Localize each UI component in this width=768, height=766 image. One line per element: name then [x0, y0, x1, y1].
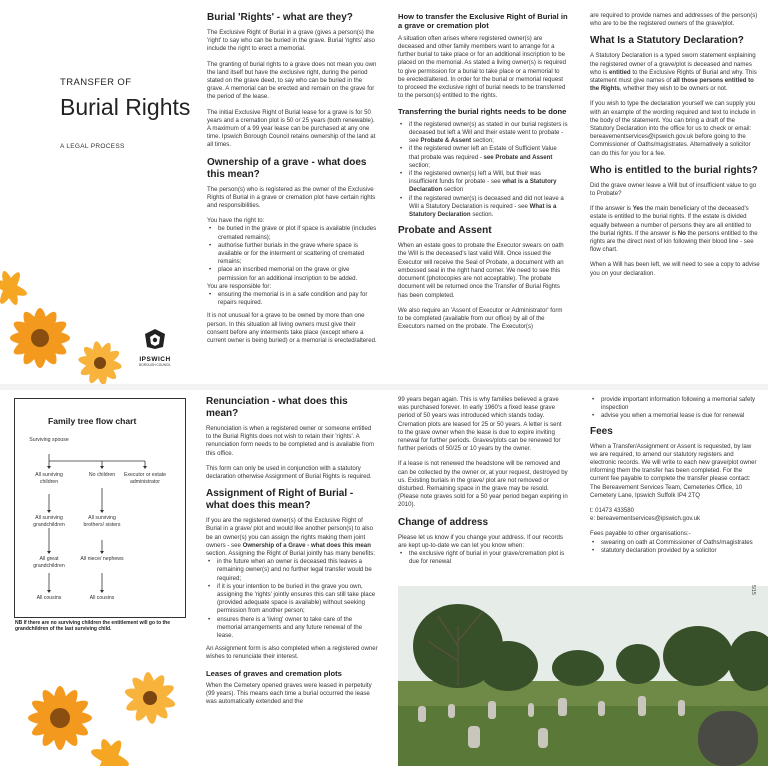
paragraph: It is not unusual for a grave to be owned by more than one person. In this situation all living owners must give their consent before any interments take place (except where a current owner is being buried) or a memorial is erected/altered.: [207, 312, 377, 345]
heading-statutory: What Is a Statutory Declaration?: [590, 35, 744, 47]
logo-text: IPSWICH: [139, 356, 171, 363]
node-all-children: All surviving children: [35, 472, 63, 485]
assign-list: [206, 558, 378, 640]
paragraph: If you are the registered owner(s) of the Exclusive Right of Burial in a grave/ plot and would like another person(s) to also be an owner(s) you can assign the rights making them joint owners - see Ownership of a Grave - what does this mean section. Assigning the Right of Burial jointly has many benefits:: [206, 517, 376, 558]
paragraph: The Exclusive Right of Burial in a grave (gives a person(s) the 'right' to say who can be buried in the grave. Burial 'rights' also include the right to erect a memorial.: [207, 29, 375, 53]
paragraph: When a Will has been left, we will need to see a copy to advise you on your declaration.: [590, 261, 760, 277]
cover-subtitle: A LEGAL PROCESS: [60, 143, 125, 150]
paragraph: This form can only be used in conjunction with a statutory declaration otherwise Assignment of Burial Rights is required.: [206, 464, 372, 481]
paragraph: If you wish to type the declaration yourself we can supply you with an example of the wording required and text to include in the body of the statement. You can bring a draft of the Statutory Declaration into the office for us to check or email: bereavementservices@ipswich.gov.uk before going to the Commissioner of Oaths/magistrates. Alternatively a solicitor can do this for you for a fee.: [590, 100, 756, 157]
list-item: • provide important information following a memorial safety inspection: [590, 396, 760, 412]
heading-burial-rights: Burial 'Rights' - what are they?: [207, 12, 353, 23]
transfer-list: [398, 121, 568, 219]
node-surviving-spouse: Surviving spouse: [29, 437, 69, 443]
column-burial-rights: [207, 12, 377, 384]
list-item: • statutory declaration provided by a solicitor: [590, 547, 760, 555]
flow-chart-note: NB If there are no surviving children the entitlement will go to the grandchildren of the last surviving child.: [15, 620, 171, 633]
reference-code: 5/15: [750, 585, 756, 595]
paragraph: When a Transfer/Assignment or Assent is requested, by law we are required, to amend our statutory registers and electronic records. We will write to each new grave/plot owner informing them the transfer has been completed. For the current fee payable to complete the transfer please contact:: [590, 442, 757, 483]
list-item: • if the registered owner(s) as stated in our burial registers is deceased but left a Will and their estate went to probate - see Probate & Assent section;: [398, 121, 568, 146]
node-cousins-left: All cousins: [36, 595, 62, 601]
paragraph: If the answer is Yes the main beneficiary of the deceased's estate is entitled to the burial rights. If the estate is divided equally between a number of persons they are all entitled to the burial rights. If the answer is No the persons entitled to the rights are the direct next of kin following their blood line - see flow chart.: [590, 205, 758, 254]
cemetery-photo: [398, 586, 768, 766]
heading-ownership: Ownership of a grave - what does this mean?: [207, 156, 367, 180]
node-nieces: All niece/ nephews: [80, 556, 124, 562]
paragraph: The person(s) who is registered as the owner of the Exclusive Rights of Burial in a grave or cremation plot have certain rights and responsibilities.: [207, 185, 376, 210]
node-executor: Executor or estate administrator: [123, 472, 167, 485]
flow-chart-connectors: [0, 0, 200, 640]
rights-list: [207, 225, 377, 282]
paragraph: The granting of burial rights to a grave does not mean you own the land itself but have the exclusive right, during the period stated on the grave deed, to say who can be buried in the grave. A memorial can be erected and remain on the grave for the period of the lease.: [207, 60, 377, 101]
node-cousins-right: All cousins: [89, 595, 115, 601]
fees-list: [590, 539, 760, 555]
paragraph: Did the grave owner leave a Will but of insufficient value to go to Probate?: [590, 181, 757, 198]
column-leases-cont: [398, 396, 568, 586]
column-transfer: [398, 12, 568, 384]
heading-fees: Fees: [590, 425, 613, 437]
paragraph: We also require an 'Assent of Executor or Administrator' form to be completed (available from our office) by all of the Executors named on the probate. The Executor(s): [398, 306, 563, 331]
list-item: • advise you when a memorial lease is due for renewal: [590, 412, 760, 420]
flow-chart-title: Family tree flow chart: [48, 416, 137, 426]
cover-small-title: TRANSFER OF: [60, 77, 132, 88]
node-grandchildren: All surviving grandchildren: [33, 515, 65, 528]
paragraph: You have the right to:: [207, 217, 265, 225]
responsible-list: [207, 291, 377, 307]
email-text: e: bereavementservices@ipswich.gov.uk: [590, 515, 701, 523]
node-siblings: All surviving brothers/ sisters: [83, 515, 121, 528]
list-item: • if the registered owner(s) left a Will, but their was insufficient funds for probate - see what is a Statutory Declaration section: [398, 170, 568, 195]
list-item: • authorise further burials in the grave where space is available or for the interment or scattering of cremated remains;: [207, 242, 377, 267]
heading-change-of-address: Change of address: [398, 516, 489, 528]
heading-assignment: Assignment of Right of Burial - what does this mean?: [206, 488, 354, 512]
column-statutory: [590, 12, 760, 384]
node-great-grandchildren: All great grandchildren: [33, 556, 65, 569]
list-item: • be buried in the grave or plot if space is available (includes cremated remains);: [207, 225, 377, 241]
heading-transfer-done: Transferring the burial rights needs to be done: [398, 107, 567, 117]
paragraph: The Bereavement Services Team, Cemeteries Office, 10 Cemetery Lane, Ipswich Suffolk IP4 2TQ: [590, 483, 743, 499]
paragraph: When an estate goes to probate the Executor swears on oath the Will is the deceased's last valid Will. Once issued the Executor will receive the Seal of Probate, a document with an embossed seal in the right hand corner. We need to see this document (photocopies are not acceptable). The probate document will be returned once the Transfer of Burial Rights has been completed.: [398, 242, 564, 299]
address-list: [398, 550, 568, 566]
paragraph: You are responsible for:: [207, 282, 272, 290]
column-renunciation: [206, 396, 378, 766]
paragraph: 99 years began again. This is why families believed a grave was purchased forever. In early 1960's a fixed lease grave period of 50 years was introduced which stands today. Cremation plots are leased for 25 or 50 years. A letter is sent to the grave owner when the lease is due to expire inviting renewal for further periods. Graves/plots can be renewed for further periods of 50/25 or 10 years by the owner.: [398, 396, 562, 453]
paragraph: If a lease is not renewed the headstone will be removed and can be collected by the owner or, at your request, destroyed by us. Existing burials in the grave/ plot are not removed or disturbed. Remaining space in the grave may be resold. (Please note graves sold for a 50 year period began expiring in 2010).: [398, 460, 568, 509]
paragraph: Fees payable to other organisations:-: [590, 530, 691, 538]
list-item: • if the registered owner left an Estate of Sufficient Value that probate was required - see Probate and Assent section;: [398, 145, 568, 170]
cover-title: Burial Rights: [60, 94, 191, 120]
paragraph: An Assignment form is also completed when a registered owner wishes to renunciate their interest.: [206, 645, 378, 661]
flower-illustration: [0, 648, 196, 766]
list-item: • ensuring the memorial is in a safe condition and pay for repairs required.: [207, 291, 377, 307]
list-item: • if it is your intention to be buried in the grave you own, assigning the 'rights' jointly ensures this can still take place (provided adequate space is available) without seeking permission from another person;: [206, 583, 378, 616]
heading-entitled: Who is entitled to the burial rights?: [590, 164, 758, 176]
paragraph: The initial Exclusive Right of Burial lease for a grave is for 50 years and a cremation plot is 50 or 25 years (both renewable). A maximum of a 99 year lease can be purchased at any one time. Ipswich Borough Council retains ownership of the land at all times.: [207, 108, 376, 149]
node-no-children: No children: [88, 472, 116, 478]
column-fees: [590, 396, 760, 586]
heading-leases: Leases of graves and cremation plots: [206, 668, 342, 678]
paragraph: Please let us know if you change your address. If our records are kept up-to-date we can let you know when:: [398, 533, 563, 549]
paragraph: A Statutory Declaration is a typed sworn statement explaining the registered owner of a grave/plot is deceased and names who is entitled to the Exclusive Rights of Burial and why. This statement must give names of all those persons entitled to the Rights, whether they wish to be owners or not.: [590, 52, 757, 93]
paragraph: are required to provide names and addresses of the person(s) who are to be the registered owners of the grave/plot.: [590, 12, 758, 28]
notify-list: [590, 396, 760, 421]
list-item: • the exclusive right of burial in your grave/cremation plot is due for renewal: [398, 550, 568, 566]
list-item: • swearing on oath at Commissioner of Oaths/magistrates: [590, 539, 760, 547]
paragraph: A situation often arises where registered owner(s) are deceased and other family members want to arrange for a further burial to take place or for an additional inscription to be placed on the memorial. As stated a living owner(s) is required to give permission for a burial to take place or a memorial to be erected/altered. In order for the burial or memorial request to proceed the exclusive right of burial needs to be transferred to the person(s) entitled to the rights.: [398, 34, 566, 100]
logo-subtext: BOROUGH COUNCIL: [139, 363, 171, 367]
list-item: • in the future when an owner is deceased this leaves a remaining owner(s) and no further legal transfer would be required;: [206, 558, 378, 583]
list-item: • if the registered owner(s) is deceased and did not leave a Will a Statutory Declaration is required - see What is a Statutory Declaration section.: [398, 195, 568, 220]
paragraph: Renunciation is when a registered owner or someone entitled to the Burial Rights does not wish to retain their 'rights'. A renunciation form needs to be completed and is available from this office.: [206, 425, 375, 457]
heading-renunciation: Renunciation - what does this mean?: [206, 396, 348, 419]
list-item: • ensures there is a 'living' owner to take care of the memorial arrangements and any future renewal of the lease.: [206, 616, 378, 641]
paragraph: When the Cemetery opened graves were leased in perpetuity (99 years). This means each time a burial occurred the lease was automatically extended and the: [206, 682, 372, 706]
list-item: • place an inscribed memorial on the grave or give permission for an additional inscription to be added.: [207, 266, 377, 282]
heading-transfer: How to transfer the Exclusive Right of Burial in a grave or cremation plot: [398, 12, 568, 31]
telephone-text: t: 01473 433580: [590, 507, 635, 515]
heading-probate: Probate and Assent: [398, 225, 492, 237]
